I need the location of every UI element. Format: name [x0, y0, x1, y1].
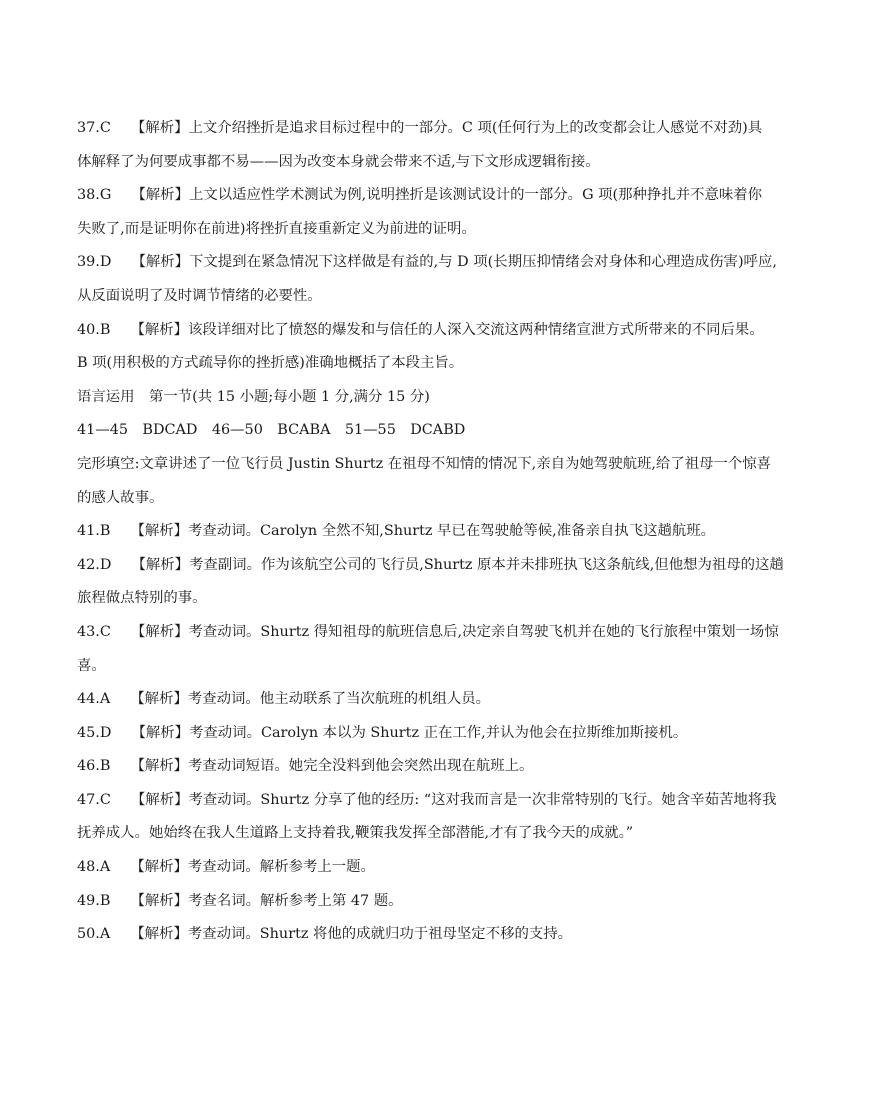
line-25-number: 50.A — [77, 926, 111, 943]
text-line-5 — [77, 246, 795, 280]
text-line-22 — [77, 817, 795, 851]
text-line-16 — [77, 616, 795, 650]
text-line-8 — [77, 347, 795, 381]
line-5-text: 【解析】下文提到在紧急情况下这样做是有益的,与 D 项(长期压抑情绪会对身体和心理造成伤害)呼应, — [131, 254, 777, 271]
section-heading-text: 语言运用 第一节(共 15 小题;每小题 1 分,满分 15 分) — [77, 388, 430, 405]
text-line-24 — [77, 885, 795, 919]
line-6-text: 从反面说明了及时调节情绪的必要性。 — [77, 287, 322, 304]
text-line-18 — [77, 683, 795, 717]
line-16-number: 43.C — [77, 623, 111, 640]
section-heading — [77, 381, 795, 415]
text-line-23 — [77, 851, 795, 885]
text-line-4 — [77, 213, 795, 247]
line-21-text: 【解析】考查动词。Shurtz 分享了他的经历: “这对我而言是一次非常特别的飞行。她含辛茹苦地将我 — [130, 791, 777, 808]
text-line-14 — [77, 549, 795, 583]
line-16-text: 【解析】考查动词。Shurtz 得知祖母的航班信息后,决定亲自驾驶飞机并在她的飞行旅程中策划一场惊 — [130, 623, 779, 640]
text-line-17 — [77, 650, 795, 684]
text-line-7 — [77, 314, 795, 348]
answer-key-text: 41—45 BDCAD 46—50 BCABA 51—55 DCABD — [77, 422, 466, 439]
line-1-number: 37.C — [77, 120, 111, 136]
line-20-text: 【解析】考查动词短语。她完全没料到他会突然出现在航班上。 — [130, 758, 534, 775]
line-23-number: 48.A — [77, 859, 111, 876]
line-14-number: 42.D — [77, 556, 112, 573]
text-line-3 — [77, 179, 795, 213]
answer-key-line — [77, 414, 795, 448]
line-21-number: 47.C — [77, 791, 111, 808]
line-4-text: 失败了,而是证明你在前进)将挫折直接重新定义为前进的证明。 — [77, 220, 476, 237]
line-3-text: 【解析】上文以适应性学术测试为例,说明挫折是该测试设计的一部分。G 项(那种挣扎并不意味着你 — [131, 187, 763, 204]
line-11-text: 完形填空:文章讲述了一位飞行员 Justin Shurtz 在祖母不知情的情况下,亲自为她驾驶航班,给了祖母一个惊喜 — [77, 455, 772, 472]
line-15-text: 旅程做点特别的事。 — [77, 590, 207, 607]
line-19-text: 【解析】考查动词。Carolyn 本以为 Shurtz 正在工作,并认为他会在拉斯维加斯接机。 — [131, 724, 688, 741]
text-line-21 — [77, 784, 795, 818]
answer-explanations — [77, 112, 795, 952]
line-14-text: 【解析】考查副词。作为该航空公司的飞行员,Shurtz 原本并未排班执飞这条航线,但他想为祖母的这趟 — [131, 556, 784, 573]
text-line-25 — [77, 918, 795, 952]
line-24-number: 49.B — [77, 892, 111, 909]
line-23-text: 【解析】考查动词。解析参考上一题。 — [130, 859, 375, 876]
text-line-2 — [77, 146, 795, 180]
line-7-text: 【解析】该段详细对比了愤怒的爆发和与信任的人深入交流这两种情绪宣泄方式所带来的不同后果。 — [130, 321, 764, 338]
text-line-13 — [77, 515, 795, 549]
line-18-text: 【解析】考查动词。他主动联系了当次航班的机组人员。 — [130, 691, 491, 708]
line-8-text: B 项(用积极的方式疏导你的挫折感)准确地概括了本段主旨。 — [77, 355, 464, 372]
line-17-text: 喜。 — [77, 657, 106, 674]
text-line-19 — [77, 717, 795, 751]
line-12-text: 的感人故事。 — [77, 489, 164, 506]
line-7-number: 40.B — [77, 321, 111, 338]
line-1-text: 【解析】上文介绍挫折是追求目标过程中的一部分。C 项(任何行为上的改变都会让人感觉不对劲)具 — [130, 120, 763, 136]
line-25-text: 【解析】考查动词。Shurtz 将他的成就归功于祖母坚定不移的支持。 — [130, 926, 573, 943]
line-19-number: 45.D — [77, 724, 112, 741]
line-24-text: 【解析】考查名词。解析参考上第 47 题。 — [130, 892, 403, 909]
text-line-11 — [77, 448, 795, 482]
line-22-text: 抚养成人。她始终在我人生道路上支持着我,鞭策我发挥全部潜能,才有了我今天的成就。” — [77, 825, 634, 842]
line-5-number: 39.D — [77, 254, 112, 271]
line-3-number: 38.G — [77, 187, 112, 204]
line-13-number: 41.B — [77, 523, 111, 540]
line-2-text: 体解释了为何要成事都不易——因为改变本身就会带来不适,与下文形成逻辑衔接。 — [77, 153, 600, 170]
line-18-number: 44.A — [77, 691, 111, 708]
text-line-15 — [77, 582, 795, 616]
line-20-number: 46.B — [77, 758, 111, 775]
line-13-text: 【解析】考查动词。Carolyn 全然不知,Shurtz 早已在驾驶舱等候,准备亲自执飞这趟航班。 — [130, 523, 716, 540]
text-line-1 — [77, 112, 795, 146]
text-line-20 — [77, 750, 795, 784]
text-line-6 — [77, 280, 795, 314]
text-line-12 — [77, 482, 795, 516]
